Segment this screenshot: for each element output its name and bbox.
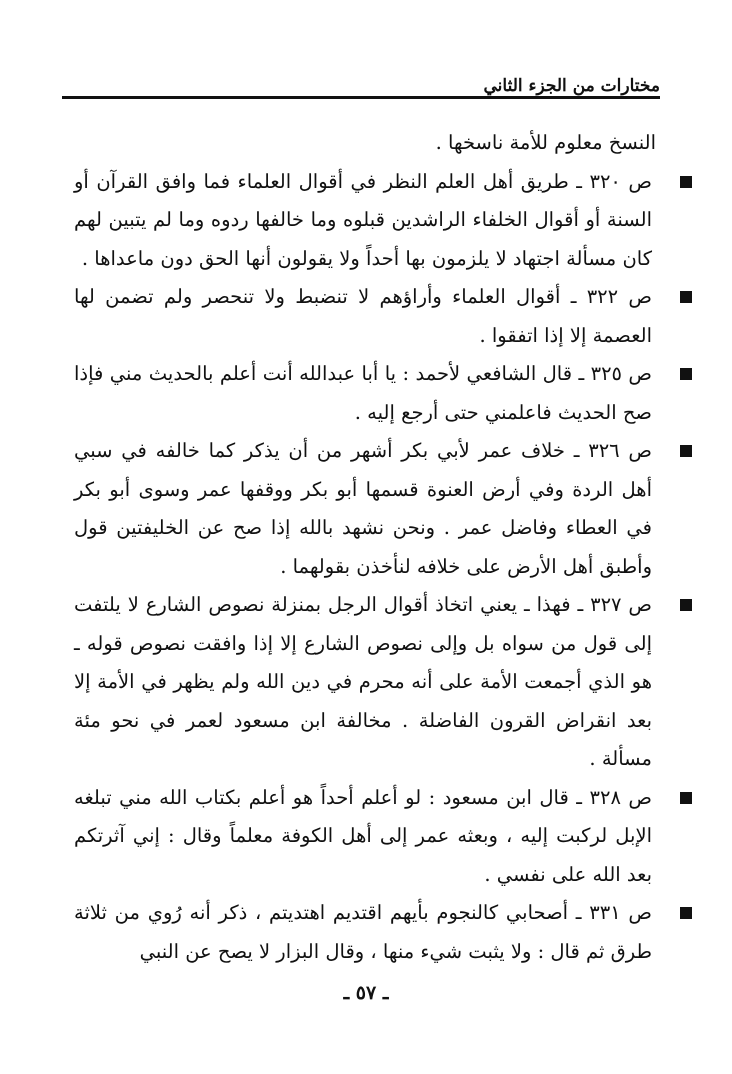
entry-327 <box>74 586 656 779</box>
square-bullet-icon <box>680 792 692 804</box>
entry-331 <box>74 894 656 971</box>
header-title: مختارات من الجزء الثاني <box>478 76 661 96</box>
entry-text: ص ٣٢٧ ـ فهذا ـ يعني اتخاذ أقوال الرجل بمنزلة نصوص الشارع لا يلتفت إلى قول من سواه بل وإلى نصوص الشارع إلا إذا وافقت نصوص قوله ـ هو الذي أجمعت الأمة على أنه محرم في دين الله ولم يظهر في الأمة إلا بعد انقراض القرون الفاضلة . مخالفة ابن مسعود لعمر في نحو مئة مسألة . <box>74 593 653 770</box>
entry-text: ص ٣٢٨ ـ قال ابن مسعود : لو أعلم أحداً هو أعلم بكتاب الله مني تبلغه الإبل لركبت إليه ، وبعثه عمر إلى أهل الكوفة معلماً وقال : إني آثرتكم بعد الله على نفسي . <box>74 785 652 886</box>
intro-line: النسخ معلوم للأمة ناسخها . <box>435 131 656 154</box>
entry-text: ص ٣٢٠ ـ طريق أهل العلم النظر في أقوال العلماء فما وافق القرآن أو السنة أو أقوال الخلفاء الراشدين قبلوه وما خالفها ردوه وما لم يتبين لهم كان مسألة اجتهاد لا يلزمون بها أحداً ولا يقولون أنها الحق دون ماعداها . <box>74 169 652 270</box>
page-body <box>74 124 656 971</box>
running-header <box>62 72 660 102</box>
header-title-underline <box>473 96 515 99</box>
square-bullet-icon <box>680 291 692 303</box>
entry-text: ص ٣٣١ ـ أصحابي كالنجوم بأيهم اقتديم اهتديتم ، ذكر أنه رُوي من ثلاثة طرق ثم قال : ولا يثبت شيء منها ، وقال البزار لا يصح عن النبي <box>74 901 652 963</box>
square-bullet-icon <box>680 176 692 188</box>
square-bullet-icon <box>680 907 692 919</box>
square-bullet-icon <box>680 445 692 457</box>
entry-325 <box>74 355 656 432</box>
square-bullet-icon <box>680 599 692 611</box>
page-number: ـ ٥٧ ـ <box>343 982 389 1004</box>
entry-320 <box>74 163 656 279</box>
entry-328 <box>74 779 656 895</box>
header-rule <box>62 96 660 99</box>
entry-text: ص ٣٢٢ ـ أقوال العلماء وأراؤهم لا تنضبط ولا تنحصر ولم تضمن لها العصمة إلا إذا اتفقوا . <box>74 285 652 347</box>
entry-322 <box>74 278 656 355</box>
entry-326 <box>74 432 656 586</box>
entry-text: ص ٣٢٥ ـ قال الشافعي لأحمد : يا أبا عبدالله أنت أعلم بالحديث مني فإذا صح الحديث فاعلمني حتى أرجع إليه . <box>74 362 652 424</box>
entry-text: ص ٣٢٦ ـ خلاف عمر لأبي بكر أشهر من أن يذكر كما خالفه في سبي أهل الردة وفي أرض العنوة قسمها أبو بكر ووقفها عمر وسوى أبو بكر في العطاء وفاضل عمر . ونحن نشهد بالله إذا صح عن الخليفتين قول وأطبق أهل الأرض على خلافه لنأخذن بقولهما . <box>74 439 652 578</box>
square-bullet-icon <box>680 368 692 380</box>
